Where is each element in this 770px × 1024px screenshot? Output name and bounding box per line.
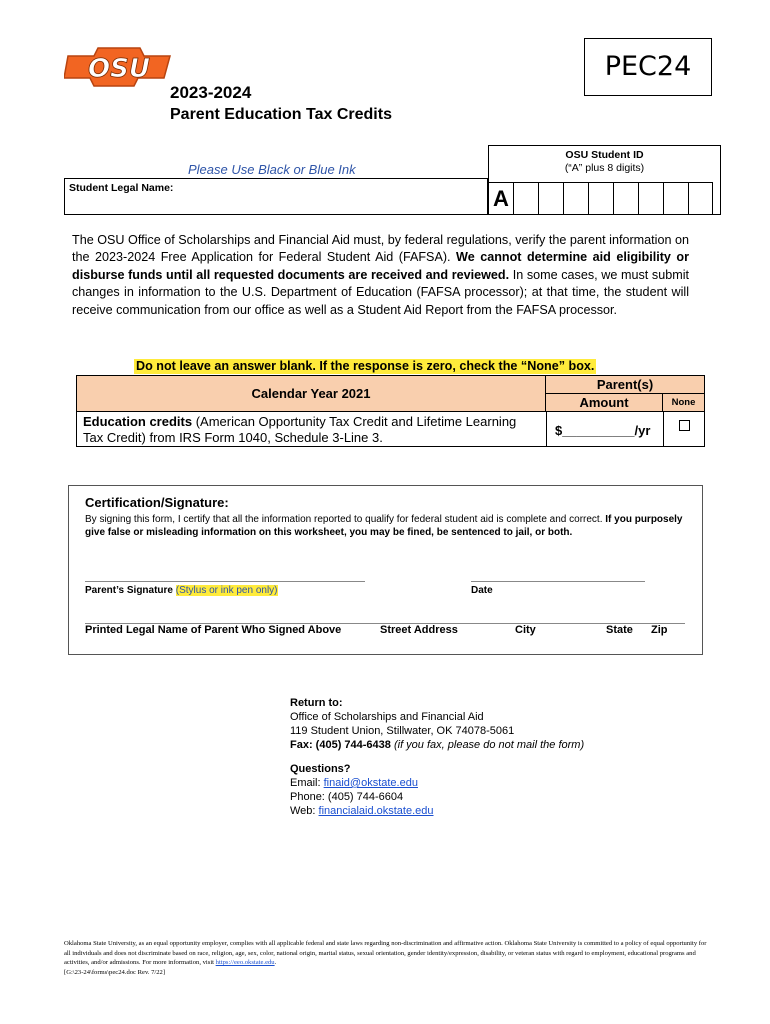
divider — [546, 412, 547, 446]
student-name-label: Student Legal Name: — [69, 182, 174, 194]
aid-year: 2023-2024 — [170, 83, 252, 102]
student-id-digit-2[interactable] — [538, 182, 563, 215]
return-info — [290, 696, 584, 818]
email-link[interactable]: finaid@okstate.edu — [323, 777, 418, 789]
intro-text-2: In some cases, we must submit changes in information to the U.S. Department of Education (FAFSA processor); at that time, the student will receive communication from our office as well as a Student Aid Report from the FAFSA processor. — [72, 267, 689, 317]
none-checkbox[interactable] — [679, 420, 690, 431]
instruction-warning: Do not leave an answer blank. If the response is zero, check the “None” box. — [136, 359, 595, 373]
date-label: Date — [471, 585, 493, 596]
date-line[interactable] — [471, 581, 645, 582]
student-id-box — [488, 145, 721, 215]
student-id-label: OSU Student ID — [565, 149, 644, 161]
signature-line[interactable] — [85, 581, 365, 582]
form-code: PEC24 — [584, 38, 712, 96]
intro-paragraph — [72, 232, 689, 319]
student-id-digit-5[interactable] — [613, 182, 638, 215]
stylus-note: (Stylus or ink pen only) — [175, 585, 278, 596]
intro-bold-text: We cannot determine aid eligibility or disburse funds until all requested documents are received and reviewed. — [72, 250, 689, 282]
state-label: State — [606, 624, 633, 636]
education-credits-title: Education credits — [83, 414, 193, 429]
intro-text-1: The OSU Office of Scholarships and Financial Aid must, by federal regulations, verify the parent information on the 2023-2024 Free Application for Federal Student Aid (FAFSA). — [72, 233, 689, 265]
office-name: Office of Scholarships and Financial Aid — [290, 711, 484, 723]
page-title: Parent Education Tax Credits — [170, 106, 392, 123]
eeo-link[interactable]: https://eeo.okstate.edu — [215, 959, 275, 966]
printed-name-label: Printed Legal Name of Parent Who Signed Above — [85, 624, 342, 636]
file-reference: [G:\23-24\forms\pec24.doc Rev. 7/22] — [64, 968, 166, 976]
student-id-header — [489, 149, 720, 175]
calendar-year-header: Calendar Year 2021 — [77, 376, 546, 412]
student-id-digit-7[interactable] — [663, 182, 688, 215]
student-id-digit-3[interactable] — [563, 182, 588, 215]
city-label: City — [515, 624, 536, 636]
education-credits-amount-field[interactable]: $__________/yr — [555, 423, 651, 438]
none-header: None — [663, 394, 704, 412]
parents-header: Parent(s) — [546, 376, 704, 394]
zip-label: Zip — [651, 624, 668, 636]
education-credits-table — [76, 375, 705, 447]
return-heading: Return to: — [290, 697, 343, 709]
footer-text: Oklahoma State University, as an equal opportunity employer, complies with all applicable federal and state laws regarding non-discrimination and affirmative action. Oklahoma State University is committed to a policy of equal opportunity for all individuals and does not discriminate based on race, religion, age, sex, color, national origin, marital status, sexual orientation, gender identity/expression, disability, or veteran status with regard to employment, educational programs and activities, and/or admissions. For more information, visit — [64, 940, 707, 966]
student-id-hint: (“A” plus 8 digits) — [564, 162, 645, 174]
student-id-digit-1[interactable] — [513, 182, 538, 215]
questions-heading: Questions? — [290, 763, 351, 775]
signature-label-text: Parent’s Signature — [85, 585, 173, 596]
website-link[interactable]: financialaid.okstate.edu — [318, 805, 434, 817]
web-label: Web: — [290, 805, 319, 817]
education-credits-desc: (American Opportunity Tax Credit and Lifetime Learning Tax Credit) from IRS Form 1040, Schedule 3-Line 3. — [83, 414, 517, 445]
certification-section — [68, 485, 703, 655]
student-id-cells — [488, 182, 713, 216]
student-id-digit-8[interactable] — [688, 182, 713, 215]
certification-warning: If you purposely give false or misleading information on this worksheet, you may be fined, be sentenced to jail, or both. — [85, 514, 683, 538]
svg-text:OSU: OSU — [88, 54, 150, 84]
signature-label — [85, 585, 278, 596]
ink-note: Please Use Black or Blue Ink — [188, 162, 356, 177]
office-address: 119 Student Union, Stillwater, OK 74078-5061 — [290, 725, 515, 737]
student-id-digit-4[interactable] — [588, 182, 613, 215]
amount-header: Amount — [546, 394, 663, 412]
email-label: Email: — [290, 777, 324, 789]
osu-logo — [64, 44, 174, 90]
certification-title: Certification/Signature: — [85, 495, 229, 510]
footer-end: . — [274, 959, 277, 966]
student-id-prefix: A — [488, 182, 513, 215]
student-name-field[interactable] — [64, 178, 488, 215]
student-id-digit-6[interactable] — [638, 182, 663, 215]
phone-number: Phone: (405) 744-6604 — [290, 791, 404, 803]
divider — [663, 412, 664, 446]
footer-disclaimer — [64, 939, 710, 977]
fax-note: (if you fax, please do not mail the form) — [390, 739, 585, 751]
certification-statement: By signing this form, I certify that all the information reported to qualify for federal student aid is complete and correct. — [85, 514, 606, 525]
certification-text — [85, 513, 689, 539]
fax-number: Fax: (405) 744-6438 — [290, 739, 391, 751]
education-credits-label — [83, 414, 538, 446]
street-address-label: Street Address — [380, 624, 458, 636]
